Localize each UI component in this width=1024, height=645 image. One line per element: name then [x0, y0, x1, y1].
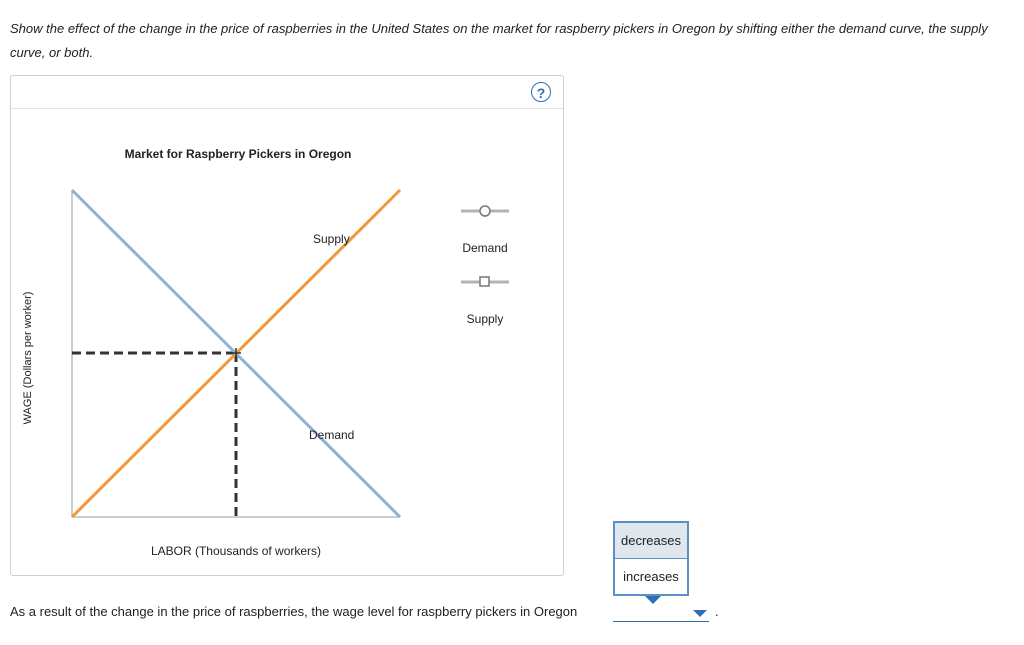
demand-curve-label: Demand: [309, 428, 355, 442]
demand-tool-label: Demand: [462, 241, 508, 255]
instructions-text: Show the effect of the change in the price of raspberries in the United States on the market for raspberry pickers in Oregon by shifting either the demand curve, the supply curve, or both.: [10, 21, 988, 60]
demand-tool-circle-icon: [480, 206, 490, 216]
option-increases[interactable]: increases: [623, 569, 679, 584]
y-axis-label: WAGE (Dollars per worker): [22, 291, 34, 425]
help-question-icon[interactable]: ?: [531, 82, 551, 102]
supply-tool-square-icon: [480, 277, 489, 286]
supply-tool-label: Supply: [466, 312, 504, 326]
sentence-period: .: [715, 604, 719, 619]
wage-select[interactable]: [613, 605, 709, 622]
chevron-down-icon: [693, 610, 707, 617]
option-decreases[interactable]: decreases: [615, 523, 687, 559]
x-axis-label: LABOR (Thousands of workers): [150, 544, 322, 558]
dropdown-pointer-icon: [645, 596, 661, 604]
wage-dropdown-menu: [613, 521, 689, 596]
demand-tool[interactable]: [461, 206, 509, 255]
supply-tool[interactable]: [461, 277, 509, 326]
graph-title: Market for Raspberry Pickers in Oregon: [124, 147, 352, 161]
supply-curve-label: Supply: [313, 232, 350, 246]
question-text: As a result of the change in the price of raspberries, the wage level for raspberry pickers in Oregon: [10, 604, 578, 619]
